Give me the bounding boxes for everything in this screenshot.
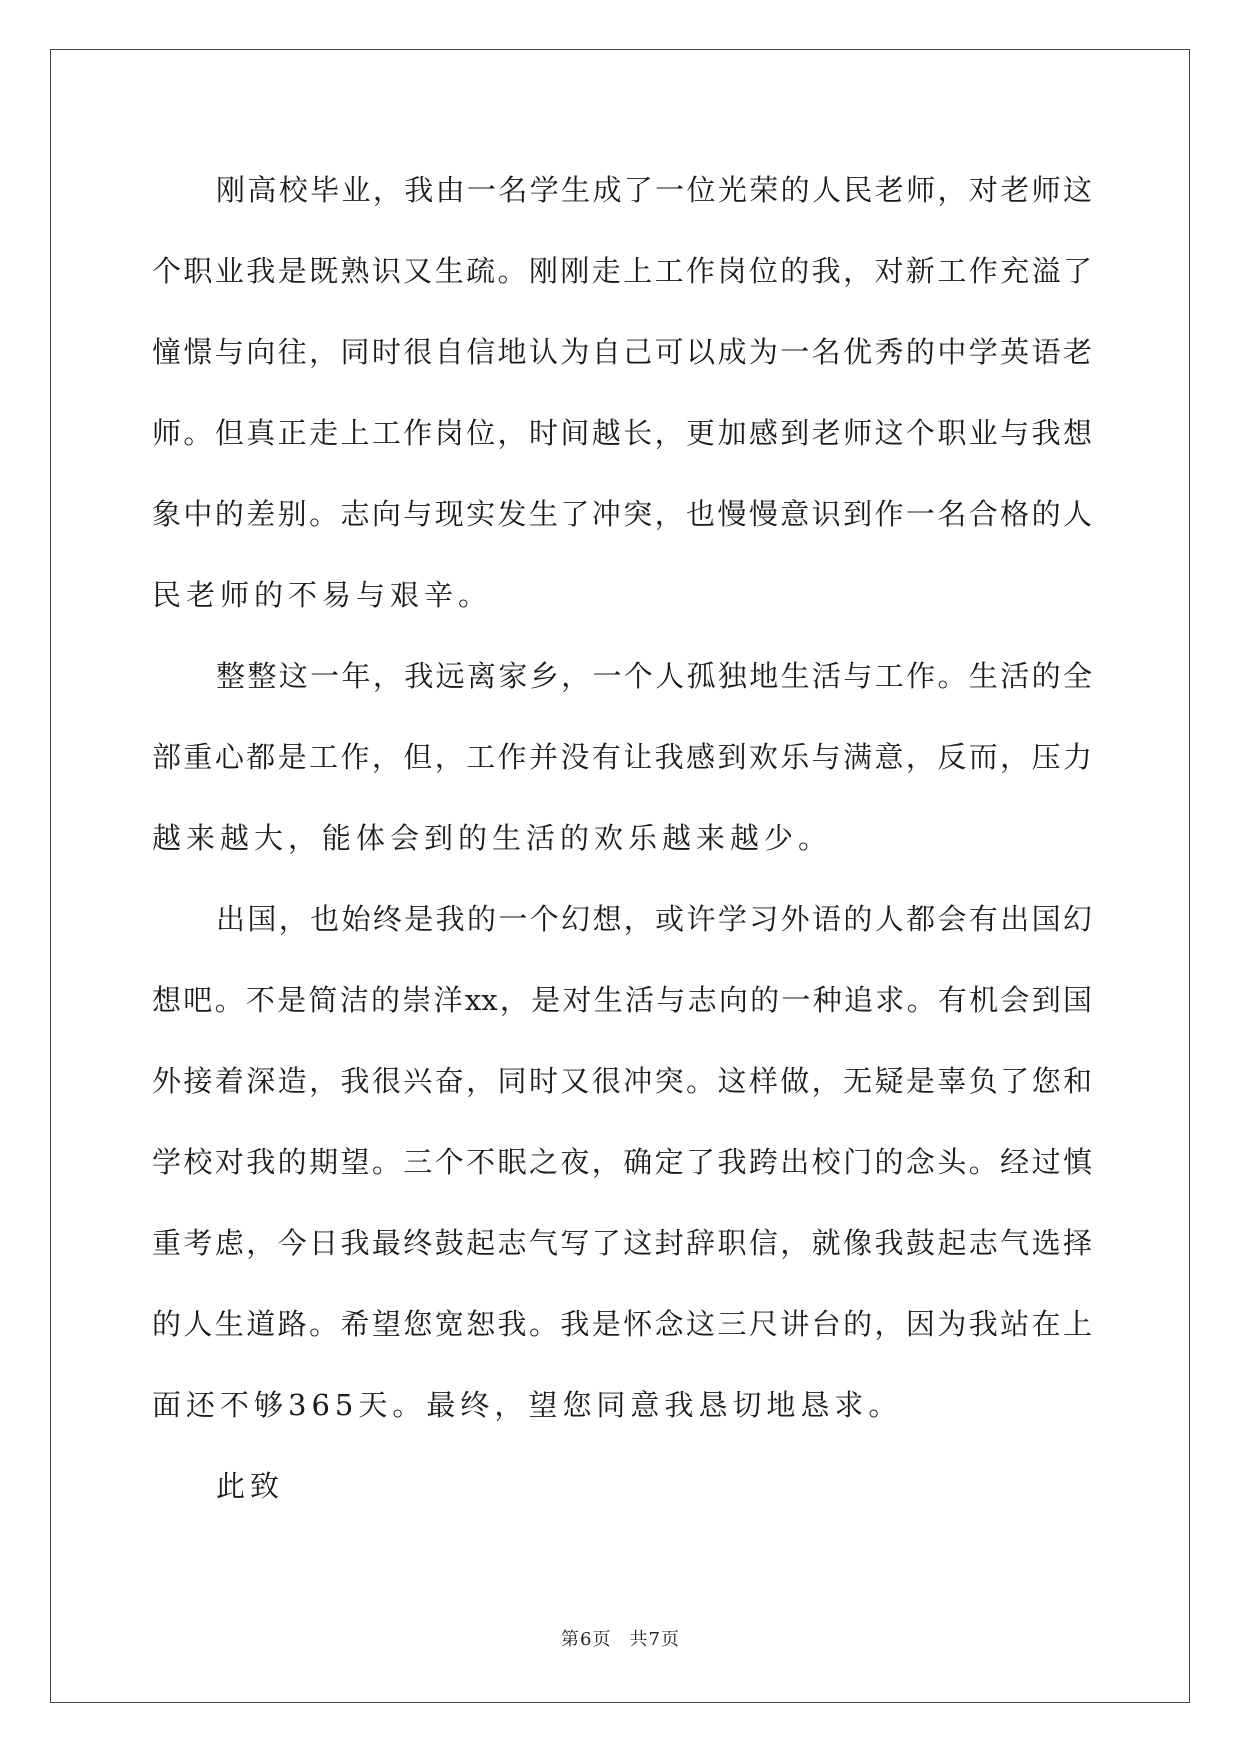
paragraph-2-line-2: 部重心都是工作，但，工作并没有让我感到欢乐与满意，反而，压力 bbox=[152, 740, 1092, 774]
paragraph-3-line-4: 学校对我的期望。三个不眠之夜，确定了我跨出校门的念头。经过慎 bbox=[152, 1145, 1092, 1179]
paragraph-2-line-3: 越来越大，能体会到的生活的欢乐越来越少。 bbox=[152, 821, 833, 855]
paragraph-3-line-1: 出国，也始终是我的一个幻想，或许学习外语的人都会有出国幻 bbox=[216, 902, 1092, 936]
paragraph-3-line-2: 想吧。不是简洁的崇洋xx，是对生活与志向的一种追求。有机会到国 bbox=[152, 983, 1092, 1017]
paragraph-2-line-1: 整整这一年，我远离家乡，一个人孤独地生活与工作。生活的全 bbox=[216, 659, 1092, 693]
page-number: 第6页 bbox=[561, 1629, 612, 1650]
paragraph-3-line-6: 的人生道路。希望您宽恕我。我是怀念这三尺讲台的，因为我站在上 bbox=[152, 1307, 1092, 1341]
paragraph-1-line-3: 憧憬与向往，同时很自信地认为自己可以成为一名优秀的中学英语老 bbox=[152, 335, 1092, 369]
page-footer bbox=[0, 1625, 1241, 1651]
paragraph-1-line-5: 象中的差别。志向与现实发生了冲突，也慢慢意识到作一名合格的人 bbox=[152, 497, 1092, 531]
paragraph-3-line-3: 外接着深造，我很兴奋，同时又很冲突。这样做，无疑是辜负了您和 bbox=[152, 1064, 1092, 1098]
page-total: 共7页 bbox=[629, 1629, 680, 1650]
paragraph-3-line-5: 重考虑，今日我最终鼓起志气写了这封辞职信，就像我鼓起志气选择 bbox=[152, 1226, 1092, 1260]
letter-body bbox=[152, 160, 1092, 1537]
paragraph-1-line-1: 刚高校毕业，我由一名学生成了一位光荣的人民老师，对老师这 bbox=[216, 173, 1092, 207]
paragraph-1-line-4: 师。但真正走上工作岗位，时间越长，更加感到老师这个职业与我想 bbox=[152, 416, 1092, 450]
closing-salutation: 此致 bbox=[216, 1469, 285, 1503]
paragraph-1-line-2: 个职业我是既熟识又生疏。刚刚走上工作岗位的我，对新工作充溢了 bbox=[152, 254, 1092, 288]
paragraph-1-line-6: 民老师的不易与艰辛。 bbox=[152, 578, 493, 612]
paragraph-3-line-7: 面还不够365天。最终，望您同意我恳切地恳求。 bbox=[152, 1388, 903, 1422]
